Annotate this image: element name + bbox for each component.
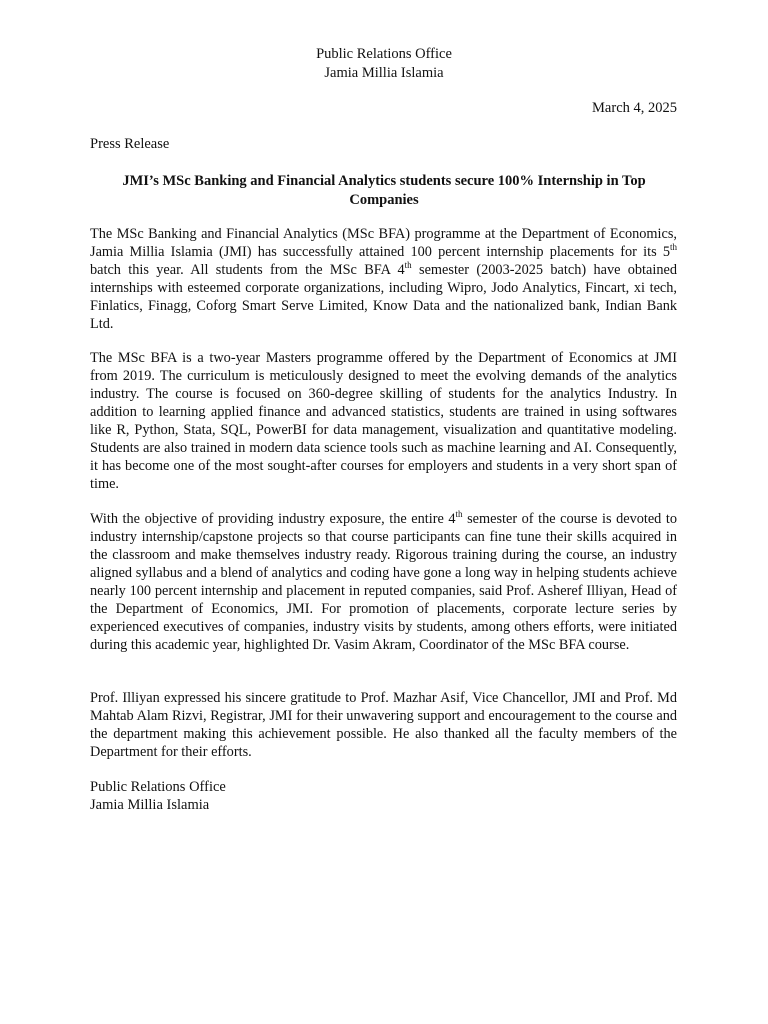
headline — [90, 172, 678, 210]
p1-superscript-2: th — [404, 260, 412, 271]
release-date: March 4, 2025 — [592, 100, 677, 116]
p1-superscript-1: th — [669, 242, 677, 253]
p3-text-b: semester of the course is devoted to industry internship/capstone projects so that course participants can fine tune their skills acquired in the classroom and make themselves industry ready. Rigorous training during the course, an industry aligned syllabus and a blend of analytics and coding have gone a long way in helping students achieve nearly 100 percent internship and placement in reputed companies, said Prof. Asheref Illiyan, Head of the Department of Economics, JMI. For promotion of placements, corporate lecture series by experienced executives of companies, industry visits by students, among others efforts, were initiated during this academic year, highlighted Dr. Vasim Akram, Coordinator of the MSc BFA course. — [90, 511, 678, 653]
p1-text-a: The MSc Banking and Financial Analytics (MSc BFA) programme at the Department of Economics, Jamia Millia Islamia (JMI) has successfully attained 100 percent internship placements for its 5 — [90, 226, 677, 260]
signature-block — [90, 778, 226, 814]
p3-text-a: With the objective of providing industry exposure, the entire 4 — [90, 511, 456, 527]
letterhead — [0, 45, 768, 83]
p1-text-c: semester (2003-2025 batch) have obtained internships with esteemed corporate organizations, including Wipro, Jodo Analytics, Fincart, xi tech, Finlatics, Finagg, Coforg Smart Serve Limited, Know Data and the nationalized bank, Indian Bank Ltd. — [90, 262, 677, 332]
paragraph-industry-exposure — [90, 510, 677, 654]
footer-university: Jamia Millia Islamia — [90, 797, 210, 813]
header-university: Jamia Millia Islamia — [324, 65, 444, 81]
press-release-label: Press Release — [90, 136, 170, 152]
paragraph-internship-placements — [90, 225, 677, 333]
footer-office: Public Relations Office — [90, 779, 226, 795]
p1-text-b: batch this year. All students from the MSc BFA 4 — [90, 262, 405, 278]
headline-line-2: Companies — [349, 192, 419, 208]
header-office: Public Relations Office — [316, 46, 452, 62]
paragraph-gratitude: Prof. Illiyan expressed his sincere gratitude to Prof. Mazhar Asif, Vice Chancellor, JMI and Prof. Md Mahtab Alam Rizvi, Registrar, JMI for their unwavering support and encouragement to the course and the department making this achievement possible. He also thanked all the faculty members of the Department for their efforts. — [90, 690, 677, 760]
p3-superscript: th — [455, 509, 463, 520]
paragraph-programme-overview: The MSc BFA is a two-year Masters programme offered by the Department of Economics at JMI from 2019. The curriculum is meticulously designed to meet the evolving demands of the analytics industry. The course is focused on 360-degree skilling of students for the analytics Industry. In addition to learning applied finance and advanced statistics, students are trained in using softwares like R, Python, Stata, SQL, PowerBI for data management, visualization and quantitative modeling. Students are also trained in modern data science tools such as machine learning and AI. Consequently, it has become one of the most sought-after courses for employers and students in a very short span of time. — [90, 350, 677, 492]
headline-line-1: JMI’s MSc Banking and Financial Analytics students secure 100% Internship in Top — [122, 173, 646, 189]
